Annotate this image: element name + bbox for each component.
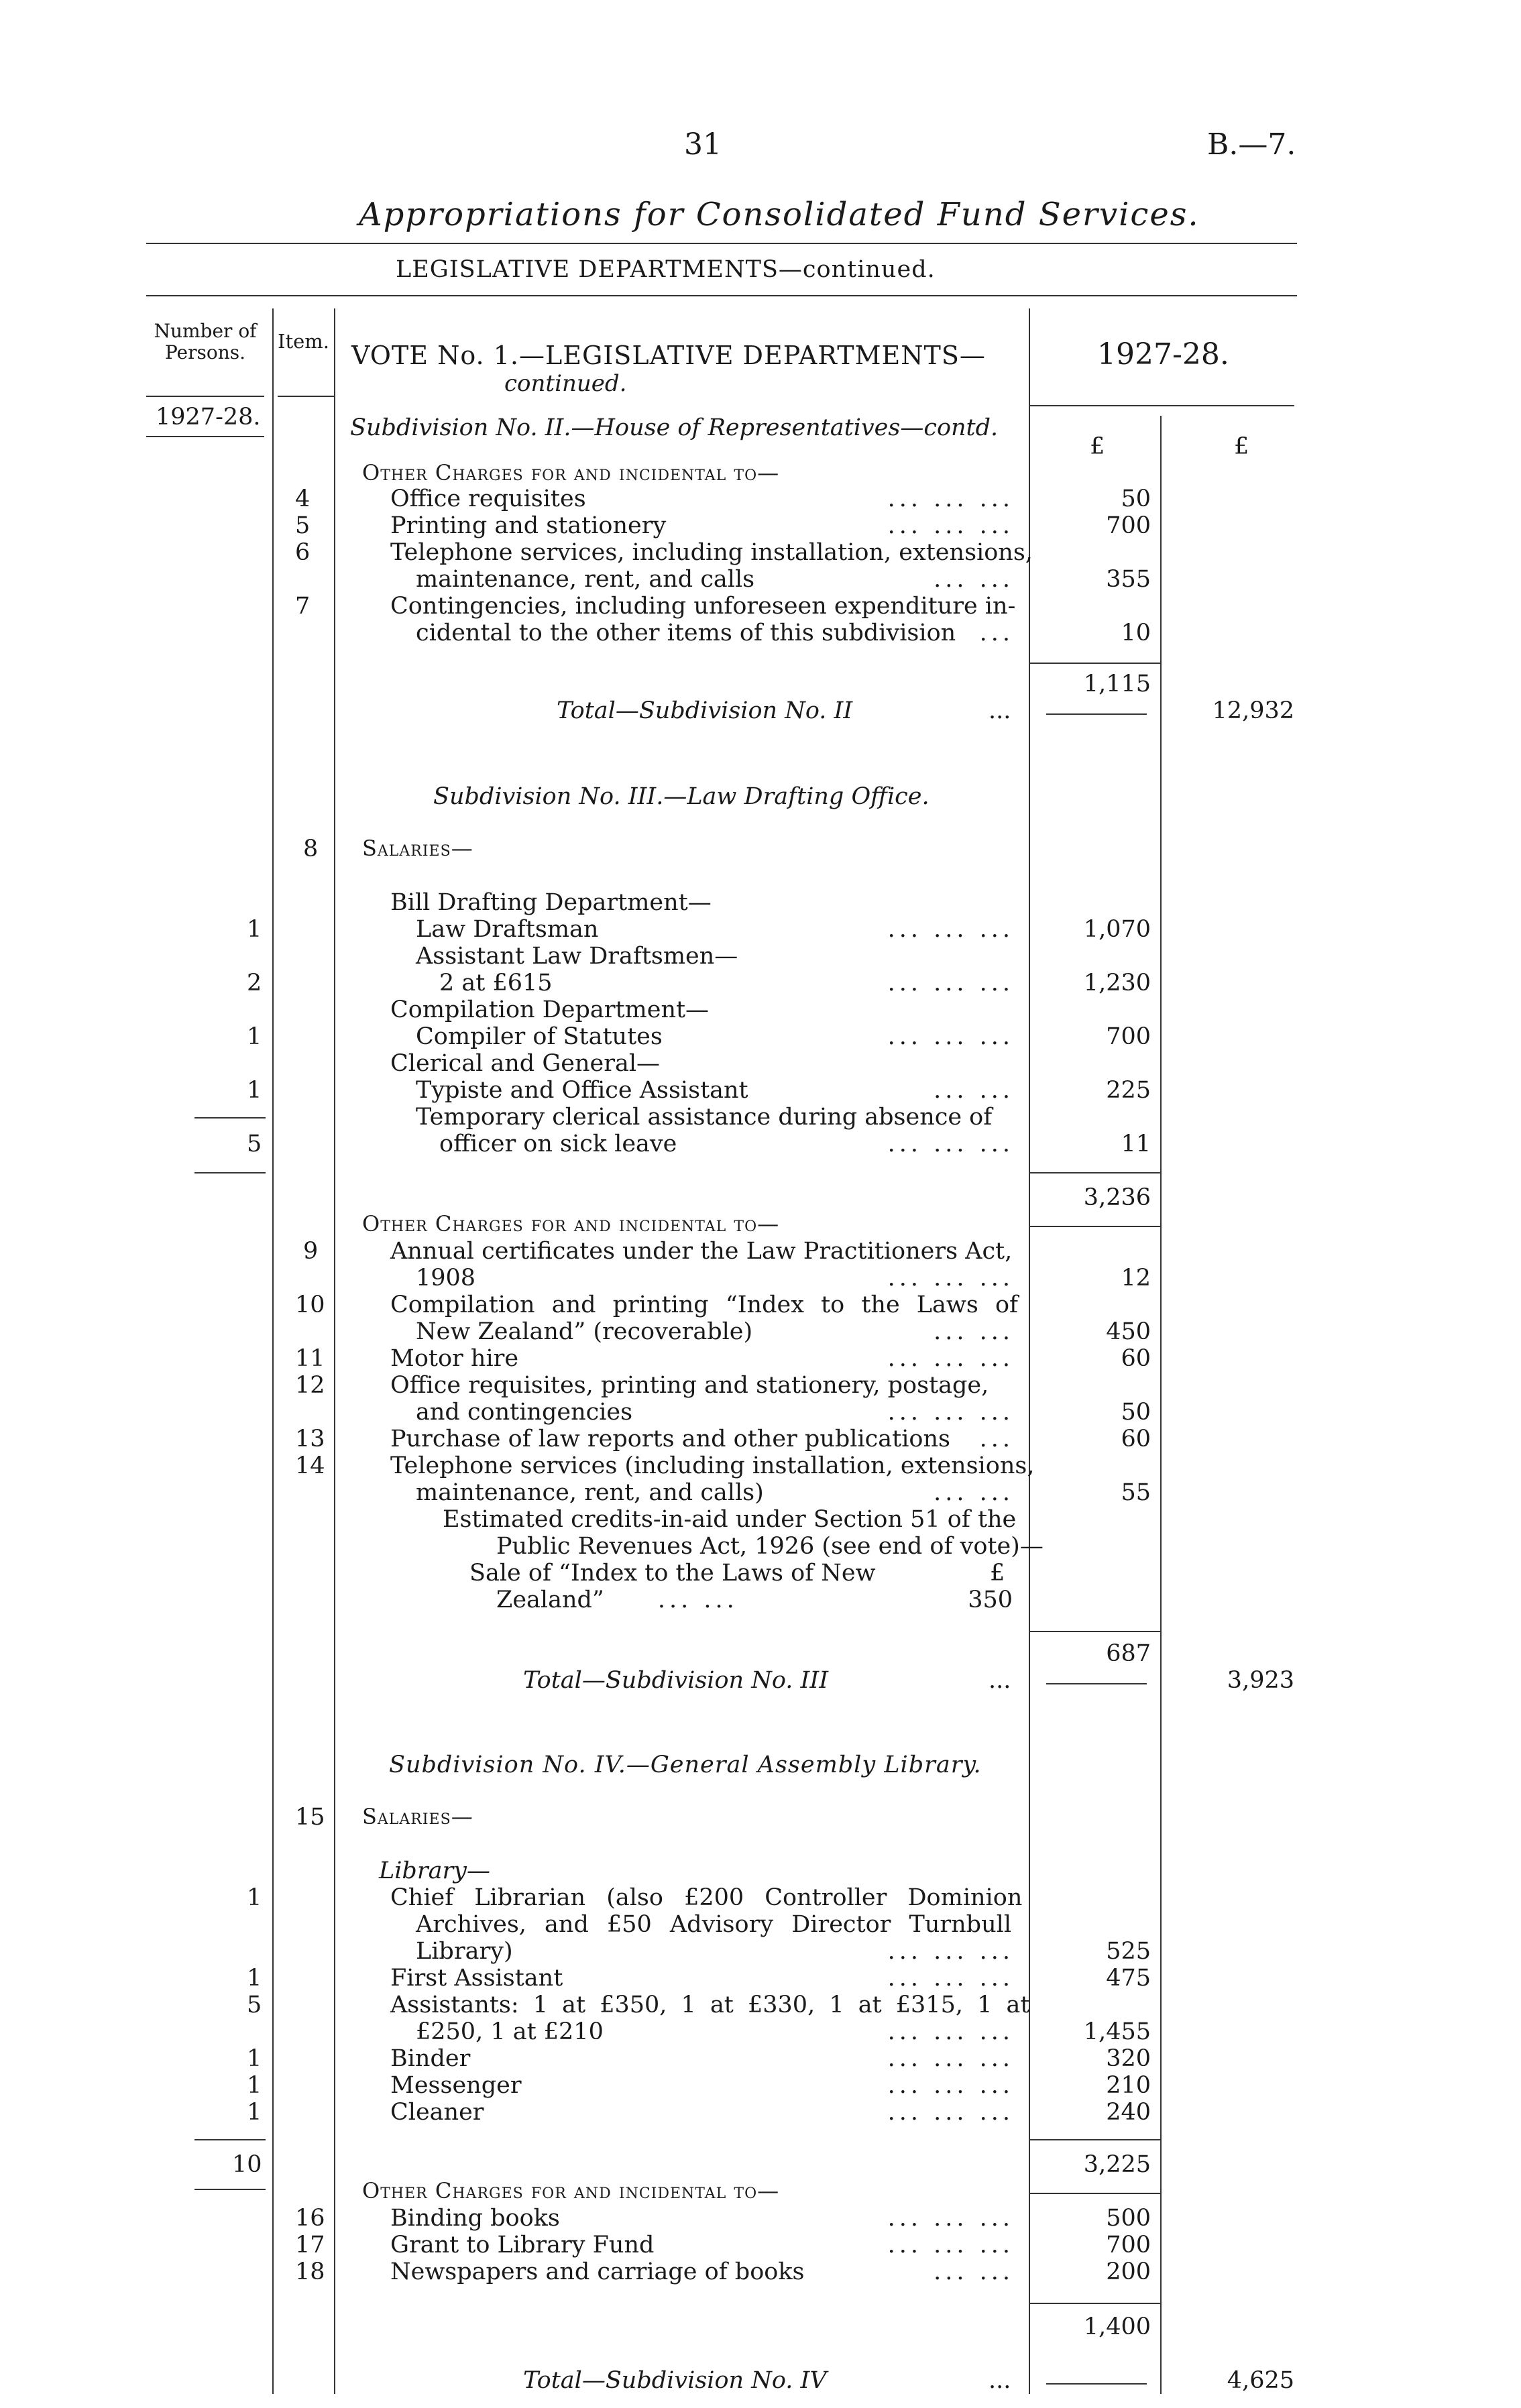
section-title-text: LEGISLATIVE DEPARTMENTS—continued. bbox=[396, 256, 936, 283]
sub2-title: Subdivision No. II.—House of Representatives—contd. bbox=[350, 414, 999, 441]
sub3-salaries: Salaries— bbox=[362, 836, 473, 861]
rule-top bbox=[146, 243, 1297, 244]
sub4-other-total: 1,400 bbox=[1083, 2313, 1151, 2340]
leader-dots: ... ... ... bbox=[887, 512, 1014, 539]
rule-sub3-other bbox=[1029, 1631, 1160, 1632]
sub3-law-draftsman: Law Draftsman ... ... ... bbox=[416, 916, 1014, 943]
sub2-item-label: Printing and stationery ... ... ... bbox=[390, 512, 1014, 539]
sub3-item-label-cont: 1908 ... ... ... bbox=[416, 1265, 1014, 1292]
leader-dots: ... ... bbox=[934, 1479, 1014, 1506]
sub4-binder: Binder ... ... ... bbox=[390, 2045, 1014, 2072]
sub3-bill-drafting: Bill Drafting Department— bbox=[390, 889, 712, 916]
sub3-assistants: Assistant Law Draftsmen— bbox=[416, 943, 738, 970]
pound-sign-2: £ bbox=[1234, 433, 1249, 460]
sub4-chief-cont: Library) ... ... ... bbox=[416, 1938, 1014, 1965]
sub2-total-label: Total—Subdivision No. II bbox=[557, 697, 853, 724]
sub4-item-label: Binding books ... ... ... bbox=[390, 2205, 1014, 2232]
leader-dots: ... ... ... bbox=[887, 1938, 1014, 1965]
sub4-cleaner: Cleaner ... ... ... bbox=[390, 2099, 1014, 2126]
item-number: 5 bbox=[295, 512, 311, 539]
persons-count: 1 bbox=[247, 2072, 262, 2099]
rule-sub4-other bbox=[1029, 2303, 1160, 2304]
sub3-credits-sale: Sale of “Index to the Laws of New bbox=[469, 1560, 876, 1587]
amount: 525 bbox=[1106, 1938, 1151, 1965]
amount: 210 bbox=[1106, 2072, 1151, 2099]
rule-sub4-total bbox=[1046, 2383, 1147, 2385]
sub3-clerical: Clerical and General— bbox=[390, 1050, 661, 1077]
rule-persons-subtotal bbox=[194, 2139, 266, 2140]
sub3-other-total: 687 bbox=[1106, 1640, 1151, 1667]
leader-dots: ... bbox=[979, 620, 1014, 646]
rule-sub3-salaries-under bbox=[1029, 1226, 1160, 1227]
section-title bbox=[396, 256, 936, 283]
rule-sub4-salaries bbox=[1029, 2139, 1160, 2140]
persons-year: 1927-28. bbox=[156, 404, 261, 431]
item-number: 6 bbox=[295, 539, 311, 566]
sub3-credits-zealand: Zealand” ... ... bbox=[496, 1587, 738, 1613]
rule-vertical-item-left bbox=[272, 308, 274, 2394]
item-number: 14 bbox=[295, 1452, 325, 1479]
item-number: 17 bbox=[295, 2232, 325, 2258]
sub2-item-label-cont: cidental to the other items of this subdivision ... bbox=[416, 620, 1014, 646]
sub2-item-label: Contingencies, including unforeseen expenditure in- bbox=[390, 593, 1016, 620]
leader-dots: ... ... ... bbox=[887, 2099, 1014, 2126]
rule-persons-head bbox=[146, 396, 264, 397]
rule-vertical-item-right bbox=[334, 308, 335, 2394]
sub3-item-label-cont: New Zealand” (recoverable) ... ... bbox=[416, 1318, 1014, 1345]
amount: 12 bbox=[1121, 1265, 1151, 1292]
amount: 50 bbox=[1121, 1399, 1151, 1426]
amount: 1,455 bbox=[1083, 2018, 1151, 2045]
rule-persons-total bbox=[194, 2189, 266, 2190]
leader-dots: ... ... bbox=[934, 2258, 1014, 2285]
item-number: 9 bbox=[303, 1238, 319, 1265]
persons-count: 1 bbox=[247, 1023, 262, 1050]
sub3-temporary: Temporary clerical assistance during absence of bbox=[416, 1104, 993, 1131]
sub2-item-label-cont: maintenance, rent, and calls ... ... bbox=[416, 566, 1014, 593]
rule-sub4-salaries-under bbox=[1029, 2193, 1160, 2194]
amount: 225 bbox=[1106, 1077, 1151, 1104]
amount: 700 bbox=[1106, 2232, 1151, 2258]
sub3-item-label: Telephone services (including installation, extensions, bbox=[390, 1452, 1035, 1479]
sub2-item-amount: 50 bbox=[1121, 485, 1151, 512]
sub3-item-label: Motor hire ... ... ... bbox=[390, 1345, 1014, 1372]
persons-count: 5 bbox=[247, 1992, 262, 2018]
sub2-total: 12,932 bbox=[1212, 697, 1294, 724]
leader-dots: ... bbox=[979, 1426, 1014, 1452]
amount: 240 bbox=[1106, 2099, 1151, 2126]
page-heading: Appropriations for Consolidated Fund Services. bbox=[359, 196, 1200, 233]
leader-dots: ... ... ... bbox=[887, 2018, 1014, 2045]
sub3-item-label: Office requisites, printing and stationery, postage, bbox=[390, 1372, 989, 1399]
sub3-item-label: Annual certificates under the Law Practitioners Act, bbox=[390, 1238, 1013, 1265]
item-number: 12 bbox=[295, 1372, 325, 1399]
sub4-assistants-cont: £250, 1 at £210 ... ... ... bbox=[416, 2018, 1014, 2045]
persons-count: 1 bbox=[247, 1884, 262, 1911]
amount: 1,230 bbox=[1083, 970, 1151, 996]
leader-dots: ... ... ... bbox=[887, 2232, 1014, 2258]
sub3-salaries-item: 8 bbox=[303, 836, 319, 862]
sub3-total: 3,923 bbox=[1227, 1667, 1294, 1694]
pound-sign-1: £ bbox=[1090, 433, 1105, 460]
leader-dots: ... ... ... bbox=[887, 1265, 1014, 1292]
persons-count: 2 bbox=[247, 970, 262, 996]
sub2-other-charges: Other Charges for and incidental to— bbox=[362, 460, 780, 485]
sub3-other-charges: Other Charges for and incidental to— bbox=[362, 1211, 780, 1237]
leader-dots: ... ... ... bbox=[887, 1399, 1014, 1426]
item-number: 13 bbox=[295, 1426, 325, 1452]
sub3-total-label: Total—Subdivision No. III bbox=[523, 1667, 829, 1694]
amount: 500 bbox=[1106, 2205, 1151, 2232]
leader-dots: ... ... bbox=[657, 1587, 738, 1613]
rule-vertical-amount-mid bbox=[1160, 416, 1162, 2394]
leader-dots: ... bbox=[989, 697, 1011, 724]
leader-dots: ... ... ... bbox=[887, 916, 1014, 943]
rule-year-head bbox=[1029, 405, 1294, 406]
sub3-salaries-total: 3,236 bbox=[1083, 1184, 1151, 1211]
sub3-item-label-cont: and contingencies ... ... ... bbox=[416, 1399, 1014, 1426]
leader-dots: ... ... ... bbox=[887, 2072, 1014, 2099]
sub2-item-row bbox=[295, 485, 310, 512]
sub4-title: Subdivision No. IV.—General Assembly Library. bbox=[389, 1752, 982, 1778]
item-number: 11 bbox=[295, 1345, 325, 1372]
sub3-temporary-cont: officer on sick leave ... ... ... bbox=[439, 1131, 1014, 1157]
rule-sub2-total bbox=[1046, 713, 1147, 715]
sub3-compilation: Compilation Department— bbox=[390, 996, 710, 1023]
persons-total: 5 bbox=[247, 1131, 262, 1157]
rule-sub3-salaries bbox=[1029, 1172, 1160, 1173]
sub4-salaries: Salaries— bbox=[362, 1804, 473, 1829]
leader-dots: ... ... ... bbox=[887, 1023, 1014, 1050]
rule-persons-total bbox=[194, 1172, 266, 1173]
sub3-title: Subdivision No. III.—Law Drafting Office. bbox=[433, 783, 929, 810]
vote-title: VOTE No. 1.—LEGISLATIVE DEPARTMENTS— bbox=[351, 341, 986, 370]
item-number: 7 bbox=[295, 593, 311, 620]
sub4-item-label: Newspapers and carriage of books ... ... bbox=[390, 2258, 1014, 2285]
amount: 200 bbox=[1106, 2258, 1151, 2285]
sub4-chief-cont: Archives, and £50 Advisory Director Turnbull bbox=[416, 1911, 1012, 1938]
sub3-typiste: Typiste and Office Assistant ... ... bbox=[416, 1077, 1014, 1104]
persons-count: 1 bbox=[247, 2045, 262, 2072]
sub2-item-label: Office requisites ... ... ... bbox=[390, 485, 1014, 512]
sub3-assistants-detail: 2 at £615 ... ... ... bbox=[439, 970, 1014, 996]
rule-section bbox=[146, 295, 1297, 296]
persons-count: 1 bbox=[247, 1077, 262, 1104]
sub4-other-charges: Other Charges for and incidental to— bbox=[362, 2178, 780, 2203]
amount: 55 bbox=[1121, 1479, 1151, 1506]
leader-dots: ... ... bbox=[934, 1077, 1014, 1104]
leader-dots: ... bbox=[989, 2367, 1011, 2394]
leader-dots: ... ... ... bbox=[887, 1965, 1014, 1992]
vote-continued: continued. bbox=[504, 370, 627, 397]
sub4-salaries-total: 3,225 bbox=[1083, 2151, 1151, 2178]
sub4-assistants: Assistants: 1 at £350, 1 at £330, 1 at £315, 1 at bbox=[390, 1992, 1030, 2018]
persons-count: 1 bbox=[247, 1965, 262, 1992]
sub2-item-row bbox=[295, 593, 310, 620]
sub3-credits-amount: 350 bbox=[968, 1587, 1013, 1613]
leader-dots: ... ... ... bbox=[887, 485, 1014, 512]
leader-dots: ... bbox=[989, 1667, 1011, 1694]
amount: 320 bbox=[1106, 2045, 1151, 2072]
sub3-item-label: Purchase of law reports and other publications ... bbox=[390, 1426, 1014, 1452]
sub3-credits-cont: Public Revenues Act, 1926 (see end of vote)— bbox=[496, 1533, 1044, 1560]
item-number: 4 bbox=[295, 485, 311, 512]
col-persons: Number of Persons. bbox=[154, 320, 257, 363]
item-number: 16 bbox=[295, 2205, 325, 2232]
amount: 700 bbox=[1106, 1023, 1151, 1050]
persons-count: 1 bbox=[247, 2099, 262, 2126]
sub3-credits: Estimated credits-in-aid under Section 51 of the bbox=[443, 1506, 1017, 1533]
amount: 475 bbox=[1106, 1965, 1151, 1992]
leader-dots: ... ... ... bbox=[887, 2205, 1014, 2232]
sub4-item-label: Grant to Library Fund ... ... ... bbox=[390, 2232, 1014, 2258]
col-year: 1927-28. bbox=[1097, 337, 1229, 371]
page-number: 31 bbox=[684, 127, 722, 162]
amount: 60 bbox=[1121, 1426, 1151, 1452]
sub4-messenger: Messenger ... ... ... bbox=[390, 2072, 1014, 2099]
amount: 60 bbox=[1121, 1345, 1151, 1372]
leader-dots: ... ... ... bbox=[887, 2045, 1014, 2072]
sub2-item-amount: 355 bbox=[1106, 566, 1151, 593]
sub3-credits-pound: £ bbox=[990, 1560, 1005, 1587]
leader-dots: ... ... bbox=[934, 566, 1014, 593]
rule-vertical-amount-left bbox=[1029, 308, 1030, 2394]
sub4-total: 4,625 bbox=[1227, 2367, 1294, 2394]
rule-persons-subtotal bbox=[194, 1117, 266, 1119]
sub2-item-amount: 10 bbox=[1121, 620, 1151, 646]
col-item: Item. bbox=[278, 330, 329, 353]
sub4-chief: Chief Librarian (also £200 Controller Dominion bbox=[390, 1884, 1023, 1911]
rule-sub3-total bbox=[1046, 1683, 1147, 1684]
leader-dots: ... ... ... bbox=[887, 1345, 1014, 1372]
sub4-first-assistant: First Assistant ... ... ... bbox=[390, 1965, 1014, 1992]
persons-count: 1 bbox=[247, 916, 262, 943]
sub4-total-label: Total—Subdivision No. IV bbox=[523, 2367, 827, 2394]
amount: 1,070 bbox=[1083, 916, 1151, 943]
sub3-item-label: Compilation and printing “Index to the Laws of bbox=[390, 1292, 1018, 1318]
item-number: 10 bbox=[295, 1292, 325, 1318]
rule-sub2-subtotal bbox=[1029, 663, 1160, 664]
item-number: 18 bbox=[295, 2258, 325, 2285]
sub2-subtotal: 1,115 bbox=[1083, 671, 1151, 697]
sub4-library: Library— bbox=[379, 1857, 490, 1884]
leader-dots: ... ... bbox=[934, 1318, 1014, 1345]
rule-persons-year bbox=[146, 436, 264, 437]
sub2-item-label: Telephone services, including installation, extensions, bbox=[390, 539, 1033, 566]
sub4-salaries-item: 15 bbox=[295, 1804, 325, 1831]
leader-dots: ... ... ... bbox=[887, 1131, 1014, 1157]
persons-total: 10 bbox=[232, 2151, 262, 2178]
leader-dots: ... ... ... bbox=[887, 970, 1014, 996]
sub3-compiler: Compiler of Statutes ... ... ... bbox=[416, 1023, 1014, 1050]
amount: 450 bbox=[1106, 1318, 1151, 1345]
sub2-item-amount: 700 bbox=[1106, 512, 1151, 539]
page-reference: B.—7. bbox=[1207, 127, 1296, 162]
sub2-item-row bbox=[295, 539, 310, 566]
amount: 11 bbox=[1121, 1131, 1151, 1157]
sub2-item-row bbox=[295, 512, 310, 539]
sub3-item-label-cont: maintenance, rent, and calls) ... ... bbox=[416, 1479, 1014, 1506]
rule-item-head bbox=[278, 396, 334, 397]
